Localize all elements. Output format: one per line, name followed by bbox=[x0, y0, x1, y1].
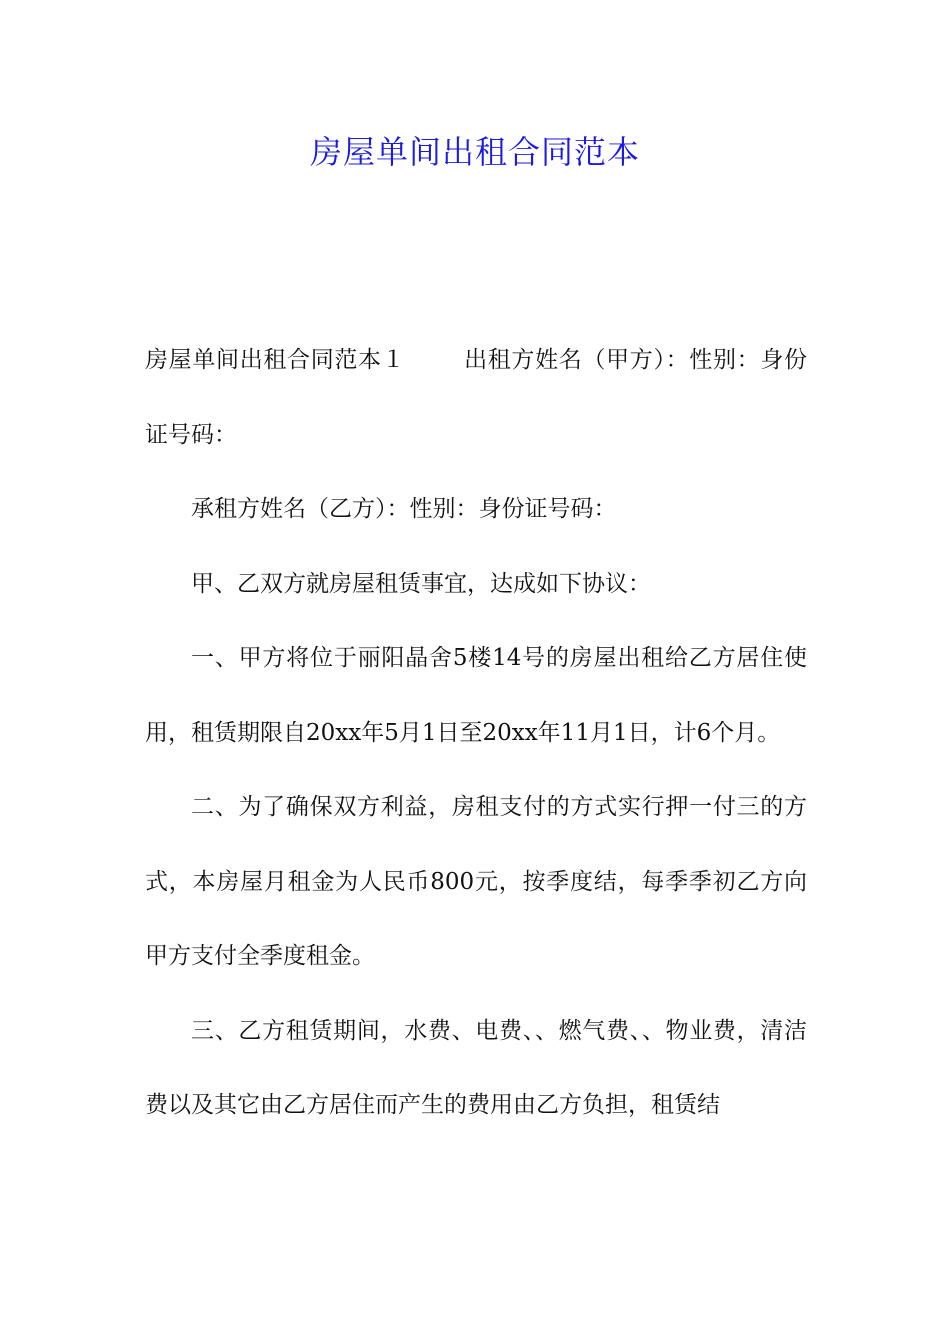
paragraph-clause-3: 三、乙方租赁期间，水费、电费、、燃气费、、物业费，清洁费以及其它由乙方居住而产生的费用由乙方负担，租赁结 bbox=[145, 1017, 807, 1118]
contract-heading-ref: 房屋单间出租合同范本１ bbox=[145, 347, 406, 373]
document-title: 房屋单间出租合同范本 bbox=[309, 133, 640, 171]
paragraph-lessee-info: 承租方姓名（乙方）：性别：身份证号码： bbox=[191, 496, 617, 522]
paragraph-lessor-info bbox=[145, 323, 807, 472]
paragraph-clause-1: 一、甲方将位于丽阳晶舍5楼14号的房屋出租给乙方居住使用，租赁期限自20xx年5月1日至20xx年11月1日，计6个月。 bbox=[145, 645, 807, 746]
paragraph-clause-2: 二、为了确保双方利益，房租支付的方式实行押一付三的方式，本房屋月租金为人民币800元，按季度结，每季季初乙方向甲方支付全季度租金。 bbox=[145, 794, 807, 969]
document-body bbox=[145, 323, 807, 1143]
lessor-info-text: 出租方姓名（甲方）：性别：身份证号码： bbox=[145, 347, 808, 448]
paragraph-agreement-intro: 甲、乙双方就房屋租赁事宜，达成如下协议： bbox=[191, 570, 651, 597]
